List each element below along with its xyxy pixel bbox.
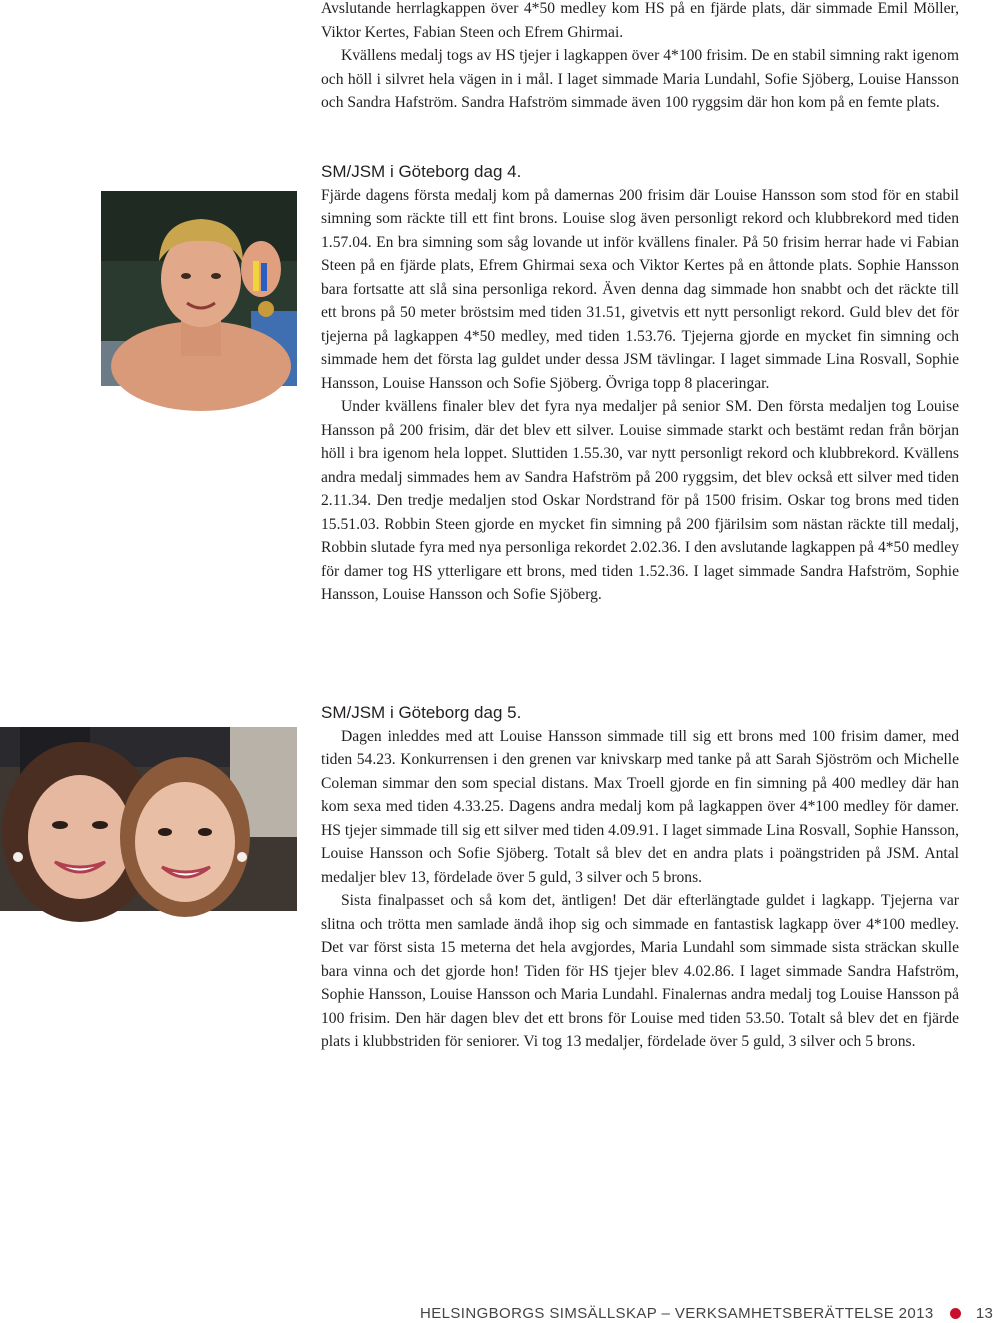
- intro-section: [321, 0, 959, 115]
- two-swimmers-photo: [0, 727, 297, 911]
- day4-paragraph: Under kvällens finaler blev det fyra nya medaljer på senior SM. Den första medaljen tog Louise Hansson på 200 frisim, där det blev ett silver. Louise simmade starkt och bestämt redan från början höll i bra igenom hela loppet. Sluttiden 1.55.30, var nytt personligt rekord och klubbrekord. Kvällens andra medalj simmades hem av Sandra Hafström på 200 ryggsim, det blev också ett silver med tiden 2.11.34. Den tredje medaljen stod Oskar Nordstrand för på 1500 frisim. Oskar tog brons med tiden 15.51.03. Robbin Steen gjorde en mycket fin simning på 200 fjärilsim som nästan räckte till medalj, Robbin slutade fyra med nya personliga rekordet 2.02.36. I den avslutande lagkappen på 4*50 medley för damer tog HS ytterligare ett brons, med tiden 1.52.36. I laget simmade Sandra Hafström, Sophie Hansson, Louise Hansson och Sofie Sjöberg.: [321, 398, 959, 603]
- day5-heading: SM/JSM i Göteborg dag 5.: [321, 703, 522, 722]
- footer-doc-title: VERKSAMHETSBERÄTTELSE 2013: [674, 1305, 934, 1322]
- swimmer-medal-photo: [101, 191, 297, 386]
- page-footer: [420, 1305, 993, 1322]
- day5-paragraph: Dagen inleddes med att Louise Hansson simmade till sig ett brons med 100 frisim damer, med tiden 54.23. Konkurrensen i den grenen var knivskarp med tanke på att Sarah Sjöström och Michelle Coleman simmar den som special distans. Max Troell gjorde en fin simning på 400 medley där han kom sexa med tiden 4.33.25. Dagens andra medalj kom på lagkappen över 4*100 medley för damer. HS tjejer simmade till sig ett silver med tiden 4.09.91. I laget simmade Lina Rosvall, Sophie Hansson, Louise Hansson och Sofie Sjöberg. Totalt så blev det en andra plats i poängstriden på JSM. Antal medaljer blev 13, fördelade över 5 guld, 3 silver och 5 brons.: [321, 727, 959, 886]
- day5-section: [321, 701, 959, 1054]
- footer-dot-icon: [950, 1308, 961, 1319]
- day5-paragraph: Sista finalpasset och så kom det, äntligen! Det där efterlängtade guldet i lagkapp. Tjejerna var slitna och trötta men samlade ändå ihop sig och simmade en fantastisk lagkapp över 4*100 medley. Det var först sista 15 meterna det hela avgjordes, Maria Lundahl som simmade sista sträckan skulle bara vinna och det gjorde hon! Tiden för HS tjejer blev 4.02.86. I laget simmade Sandra Hafström, Sophie Hansson, Louise Hansson och Maria Lundahl. Finalernas andra medalj tog Louise Hansson på 100 frisim. Den här dagen blev det ett brons för Louise med tiden 53.50. Totalt så blev det en fjärde plats i klubbstriden för seniorer. Vi tog 13 medaljer, fördelade över 5 guld, 3 silver och 5 brons.: [321, 892, 959, 1050]
- intro-paragraph: Avslutande herrlagkappen över 4*50 medley kom HS på en fjärde plats, där simmade Emil Möller, Viktor Kertes, Fabian Steen och Efrem Ghirmai.: [321, 0, 959, 41]
- day4-heading: SM/JSM i Göteborg dag 4.: [321, 162, 522, 181]
- intro-paragraph: Kvällens medalj togs av HS tjejer i lagkappen över 4*100 frisim. De en stabil simning rakt igenom och höll i silvret hela vägen in i mål. I laget simmade Maria Lundahl, Sofie Sjöberg, Louise Hansson och Sandra Hafström. Sandra Hafström simmade även 100 ryggsim där hon kom på en femte plats.: [321, 47, 959, 111]
- page-number: 13: [975, 1305, 993, 1322]
- footer-dash: –: [661, 1305, 671, 1322]
- footer-org: HELSINGBORGS SIMSÄLLSKAP: [420, 1305, 657, 1322]
- day4-paragraph: Fjärde dagens första medalj kom på damernas 200 frisim där Louise Hansson som stod för en stabil simning som räckte till ett fint brons. Louise slog även personligt rekord och klubbrekord med tiden 1.57.04. En bra simning som såg lovande ut inför kvällens finaler. På 50 frisim herrar hade vi Fabian Steen på en fjärde plats, Efrem Ghirmai sexa och Viktor Kertes på en åttonde plats. Sophie Hansson bara fortsatte att slå sina personliga rekord. Även denna dag simmade hon snabbt och det räckte till ett brons på 50 meter bröstsim med tiden 31.51, givetvis ett nytt personligt rekord. Guld blev det för tjejerna på lagkappen 4*50 medley, med tiden 1.53.76. Tjejerna gjorde en mycket fin simning och simmade hem det första lag guldet under dessa JSM tävlingar. I laget simmade Lina Rosvall, Sophie Hansson, Louise Hansson och Sofie Sjöberg. Övriga topp 8 placeringar.: [321, 186, 959, 392]
- day4-section: [321, 160, 959, 607]
